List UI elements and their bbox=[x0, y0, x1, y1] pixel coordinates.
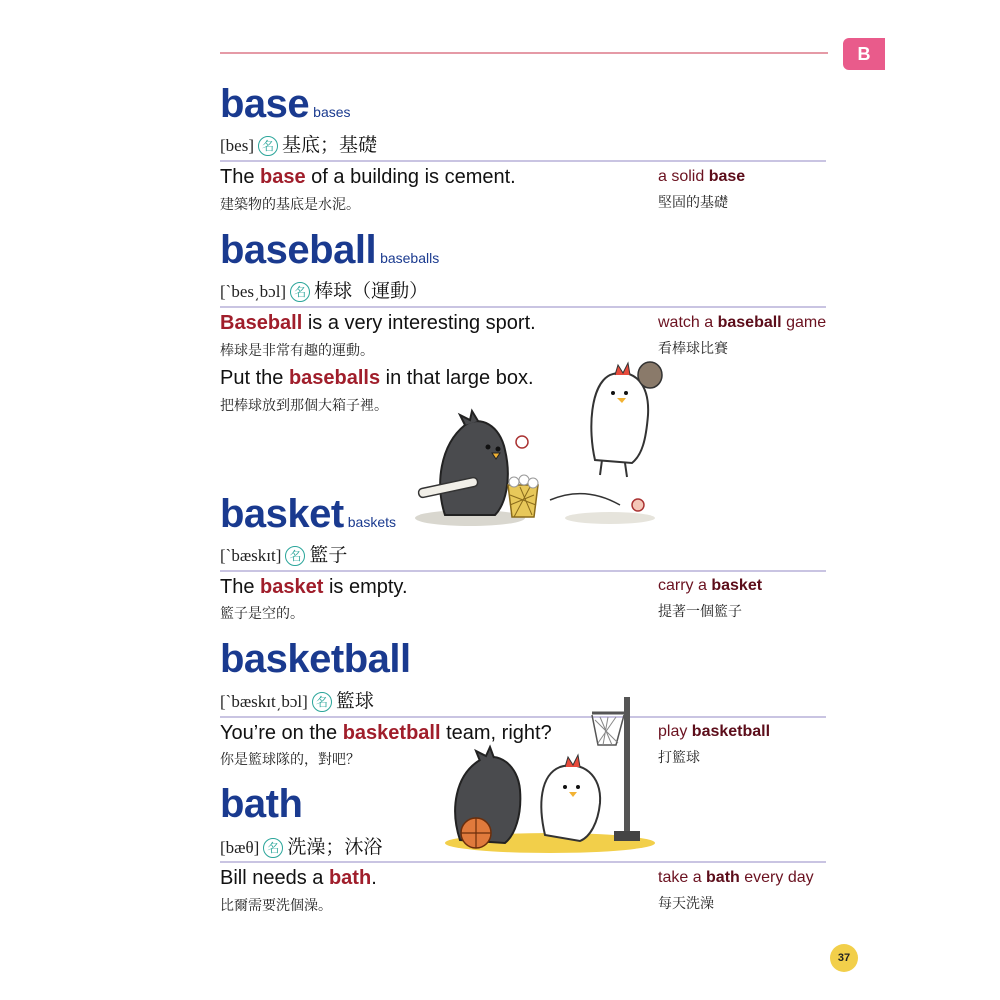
plural-form: baseballs bbox=[380, 250, 440, 266]
page-number: 37 bbox=[830, 944, 858, 972]
collocation-text: a solid bbox=[658, 168, 709, 185]
pronunciation-line bbox=[220, 832, 382, 859]
baseball-birds-illustration bbox=[410, 355, 670, 535]
example-text: team, right? bbox=[440, 722, 552, 744]
example-translation: 建築物的基底是水泥。 bbox=[220, 197, 360, 213]
example-keyword: basketball bbox=[342, 722, 441, 744]
collocation-translation: 看棒球比賽 bbox=[658, 341, 728, 357]
ground-shadow bbox=[565, 512, 655, 524]
pronunciation: [bes] bbox=[220, 136, 254, 155]
collocation-translation: 堅固的基礎 bbox=[658, 195, 728, 211]
example-text: is a very interesting sport. bbox=[302, 312, 536, 334]
collocation-keyword: baseball bbox=[717, 314, 782, 331]
collocation-keyword: basket bbox=[711, 577, 763, 594]
headword: basketball bbox=[220, 637, 411, 681]
collocation-text: game bbox=[781, 314, 827, 331]
part-of-speech-badge: 名 bbox=[312, 692, 332, 712]
example-text: in that large box. bbox=[380, 367, 534, 389]
collocation bbox=[658, 723, 770, 741]
collocation bbox=[658, 577, 762, 595]
white-chicken-icon bbox=[591, 373, 648, 463]
chinese-definition: 棒球（運動） bbox=[314, 280, 429, 302]
collocation bbox=[658, 314, 826, 332]
example-keyword: base bbox=[260, 166, 306, 188]
entry-basket bbox=[220, 492, 396, 537]
plural-form: bases bbox=[313, 104, 351, 120]
example-text: of a building is cement. bbox=[305, 166, 516, 188]
dark-bird-icon bbox=[440, 421, 508, 515]
example-sentence bbox=[220, 576, 408, 599]
basketball-birds-illustration bbox=[440, 695, 665, 860]
plural-form: baskets bbox=[347, 514, 396, 530]
entry-divider bbox=[220, 861, 826, 863]
header-rule bbox=[220, 52, 828, 54]
example-translation: 棒球是非常有趣的運動。 bbox=[220, 343, 374, 359]
example-text: . bbox=[371, 867, 377, 889]
collocation-translation: 每天洗澡 bbox=[658, 896, 714, 912]
pronunciation-line bbox=[220, 130, 377, 157]
example-text: The bbox=[220, 576, 261, 598]
pronunciation: [`bæskɪt͵bɔl] bbox=[220, 692, 308, 711]
example-translation: 比爾需要洗個澡。 bbox=[220, 898, 332, 914]
chinese-definition: 基底；基礎 bbox=[281, 134, 377, 156]
entry-basketball bbox=[220, 637, 415, 682]
hoop-pole-icon bbox=[624, 697, 630, 837]
collocation-keyword: bath bbox=[706, 869, 740, 886]
headword: baseball bbox=[220, 228, 377, 272]
chinese-definition: 籃子 bbox=[309, 544, 348, 566]
collocation-text: every day bbox=[739, 869, 814, 886]
headword: base bbox=[220, 82, 310, 126]
collocation-text: carry a bbox=[658, 577, 712, 594]
pronunciation: [`bæskɪt] bbox=[220, 546, 282, 565]
baseball-icon bbox=[632, 499, 644, 511]
chinese-definition: 洗澡；沐浴 bbox=[287, 836, 383, 858]
example-keyword: basket bbox=[260, 576, 324, 598]
example-text: Bill needs a bbox=[220, 867, 329, 889]
example-text: You’re on the bbox=[220, 722, 343, 744]
example-sentence bbox=[220, 312, 536, 335]
headword: bath bbox=[220, 782, 303, 826]
example-keyword: Baseball bbox=[220, 312, 303, 334]
collocation-text: take a bbox=[658, 869, 707, 886]
pronunciation-line bbox=[220, 540, 347, 567]
example-sentence bbox=[220, 166, 516, 189]
example-translation: 把棒球放到那個大箱子裡。 bbox=[220, 398, 388, 414]
glove-icon bbox=[638, 362, 662, 388]
part-of-speech-badge: 名 bbox=[285, 546, 305, 566]
collocation bbox=[658, 869, 814, 887]
pronunciation: [`bes͵bɔl] bbox=[220, 282, 287, 301]
example-sentence bbox=[220, 867, 377, 890]
example-translation: 籃子是空的。 bbox=[220, 606, 304, 622]
collocation bbox=[658, 168, 745, 186]
part-of-speech-badge: 名 bbox=[290, 282, 310, 302]
entry-baseball bbox=[220, 228, 439, 273]
example-text: is empty. bbox=[323, 576, 408, 598]
collocation-keyword: base bbox=[708, 168, 746, 185]
entry-bath bbox=[220, 782, 306, 827]
example-text: Put the bbox=[220, 367, 289, 389]
collocation-keyword: basketball bbox=[691, 723, 771, 740]
white-chicken-icon bbox=[541, 765, 600, 841]
pronunciation: [bæθ] bbox=[220, 838, 260, 857]
part-of-speech-badge: 名 bbox=[258, 136, 278, 156]
entry-divider bbox=[220, 570, 826, 572]
baseball-icon bbox=[516, 436, 528, 448]
collocation-translation: 打籃球 bbox=[658, 750, 700, 766]
example-keyword: baseballs bbox=[288, 367, 381, 389]
entry-divider bbox=[220, 306, 826, 308]
example-text: The bbox=[220, 166, 261, 188]
collocation-translation: 提著一個籃子 bbox=[658, 604, 742, 620]
chinese-definition: 籃球 bbox=[335, 690, 374, 712]
pronunciation-line bbox=[220, 686, 374, 713]
headword: basket bbox=[220, 492, 344, 536]
example-keyword: bath bbox=[328, 867, 372, 889]
pronunciation-line bbox=[220, 276, 428, 303]
entry-base bbox=[220, 82, 351, 127]
example-translation: 你是籃球隊的，對吧？ bbox=[220, 752, 360, 768]
letter-tab[interactable]: B bbox=[843, 38, 885, 70]
entry-divider bbox=[220, 160, 826, 162]
part-of-speech-badge: 名 bbox=[263, 838, 283, 858]
collocation-text: play bbox=[658, 723, 692, 740]
collocation-text: watch a bbox=[658, 314, 718, 331]
